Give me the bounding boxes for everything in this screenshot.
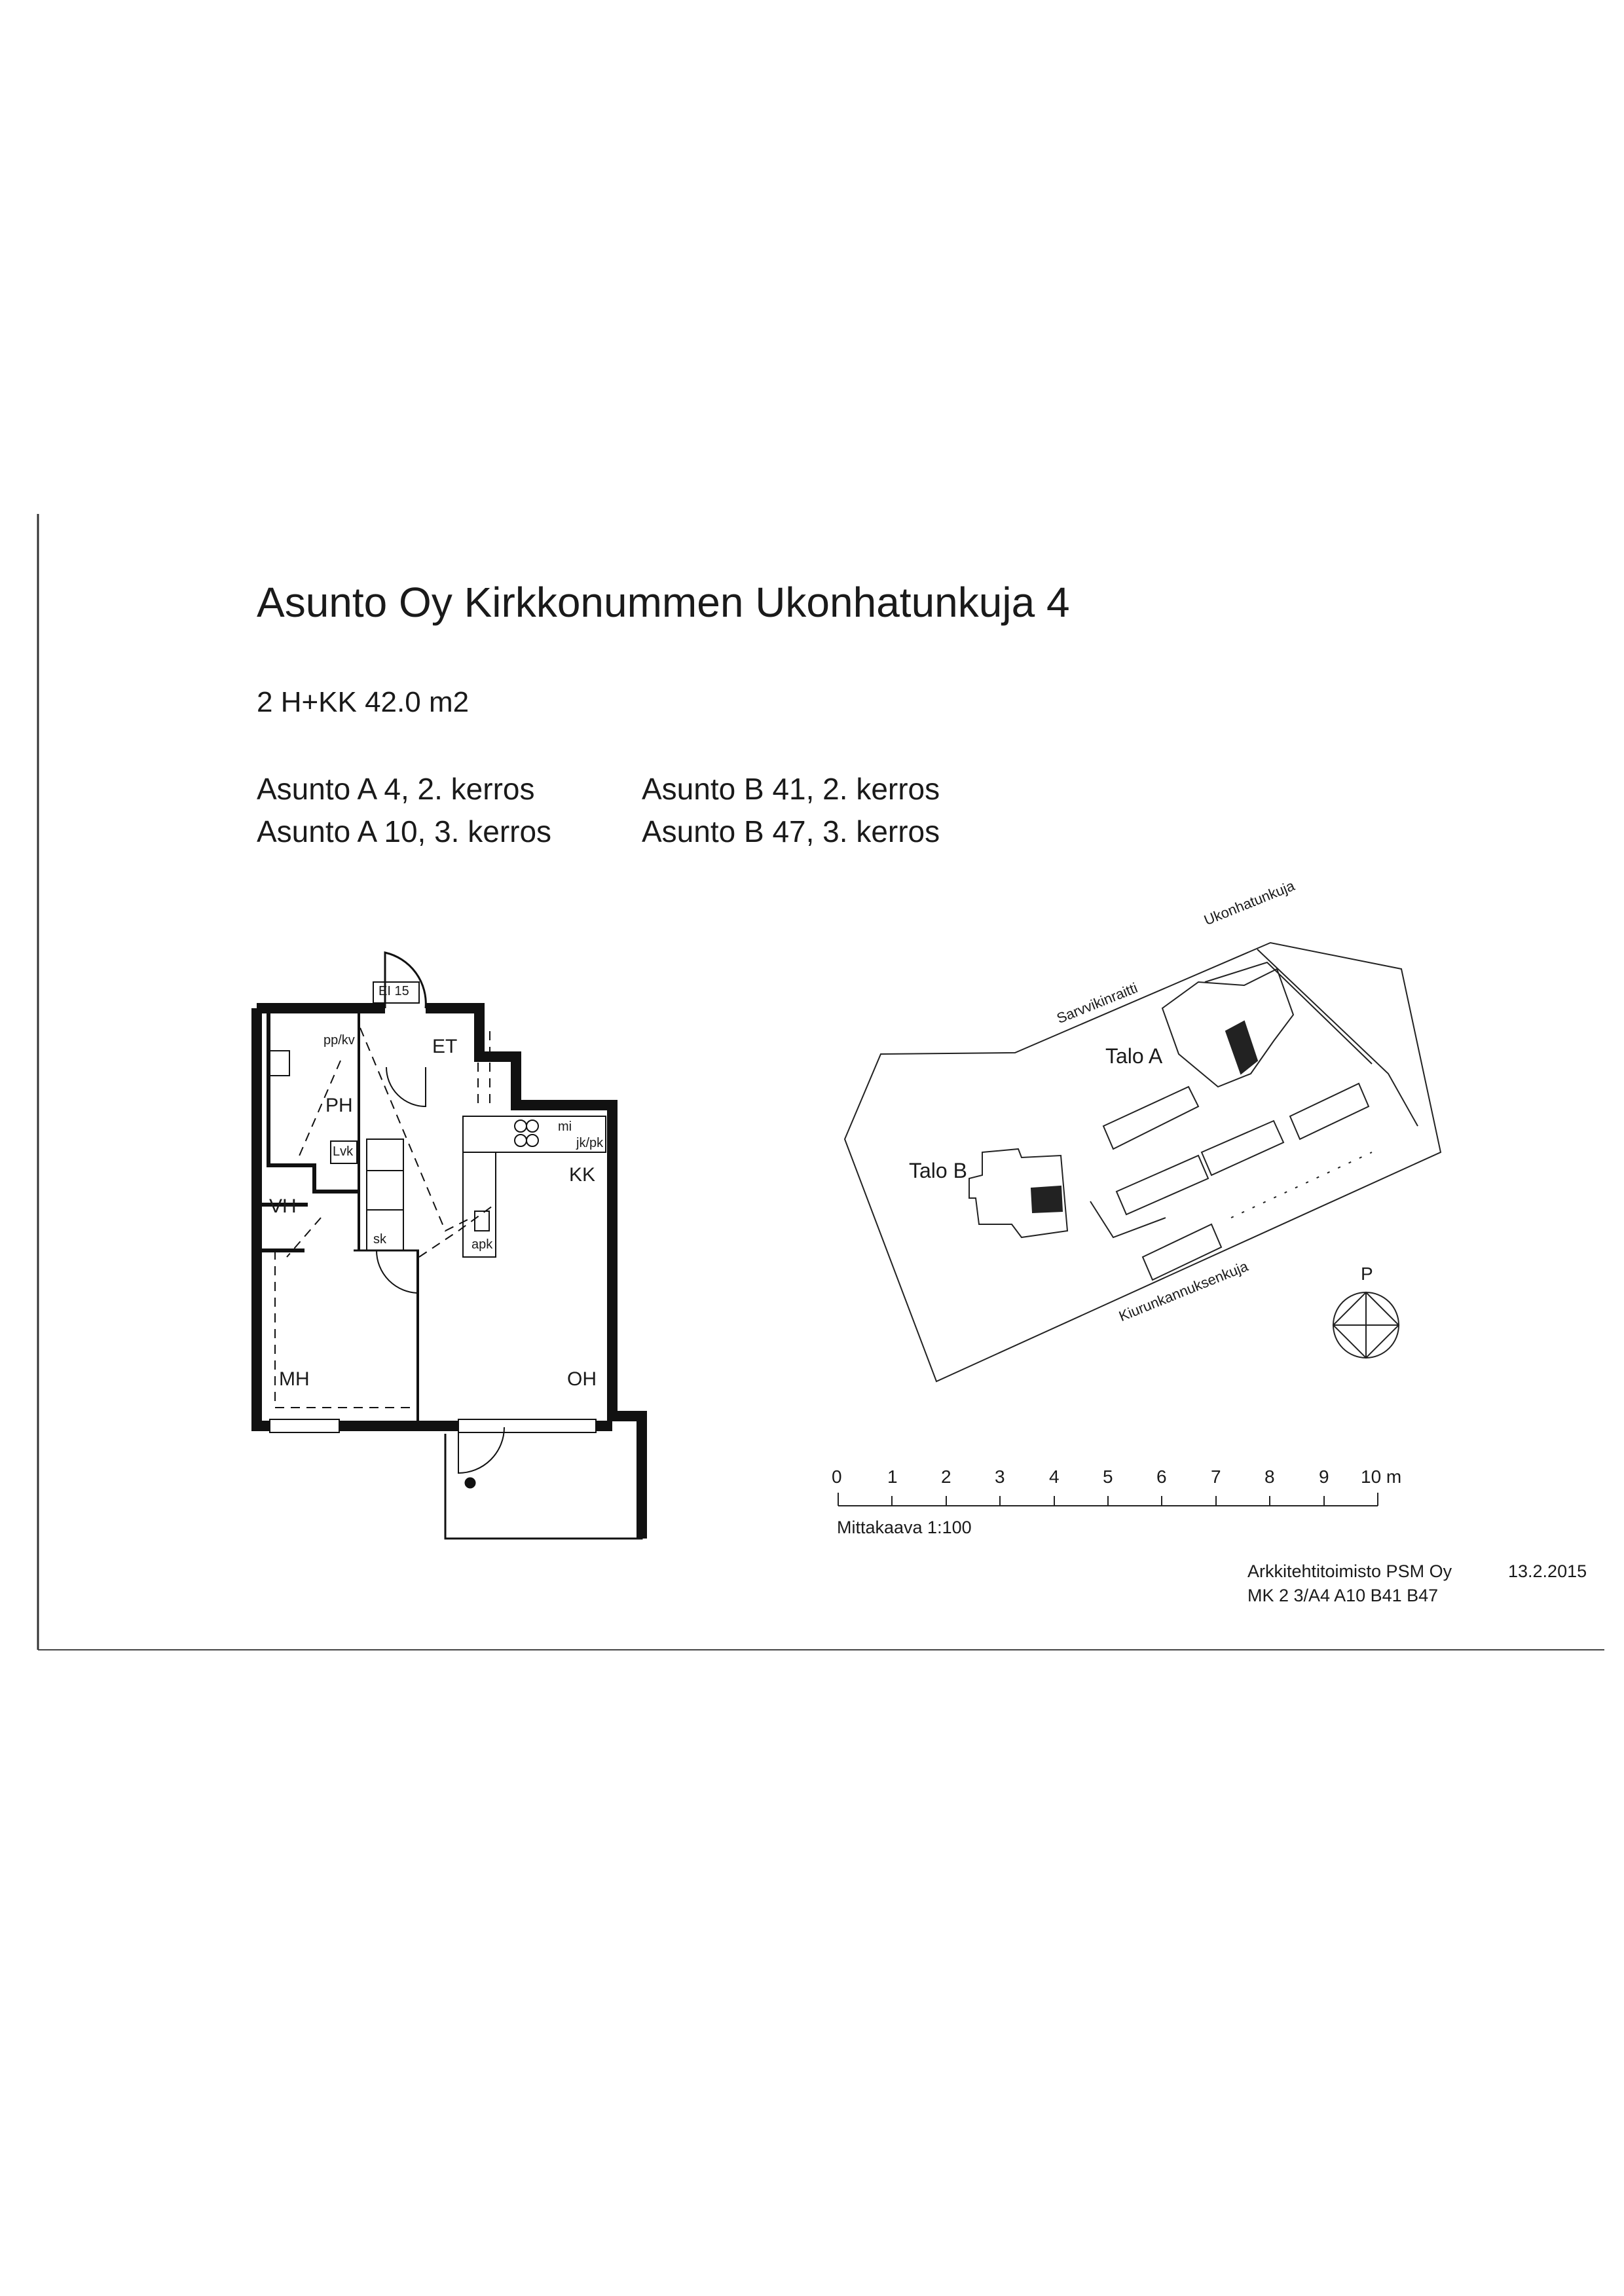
building-a-core <box>1226 1021 1257 1074</box>
fixture-label-lvk: Lvk <box>333 1144 354 1159</box>
outer-wall-north-east <box>257 1008 642 1539</box>
apartment-a10: Asunto A 10, 3. kerros <box>257 814 552 848</box>
balcony <box>445 1434 642 1539</box>
entry-door-swing <box>386 1067 426 1106</box>
room-label-entry: ET <box>432 1036 458 1057</box>
stove-burner <box>526 1120 538 1132</box>
outer-wall-west-south <box>257 1008 612 1426</box>
closet-shelf <box>367 1139 403 1171</box>
building-label-a: Talo A <box>1105 1044 1163 1068</box>
north-label: P <box>1361 1264 1373 1284</box>
stove-burner <box>515 1120 526 1132</box>
sink <box>475 1211 489 1231</box>
scale-label: 10 m <box>1361 1467 1402 1487</box>
room-label-storage: VH <box>269 1195 297 1217</box>
fixture-label-pp-kv: pp/kv <box>323 1033 355 1048</box>
architect-office: Arkkitehtitoimisto PSM Oy <box>1247 1561 1452 1581</box>
apartment-a4: Asunto A 4, 2. kerros <box>257 772 535 806</box>
room-label-bathroom: PH <box>325 1095 353 1116</box>
carport-3 <box>1290 1084 1369 1139</box>
scale-label: 6 <box>1156 1467 1167 1487</box>
scale-caption: Mittakaava 1:100 <box>837 1518 972 1537</box>
scale-label: 4 <box>1049 1467 1060 1487</box>
scale-label: 8 <box>1264 1467 1275 1487</box>
scale-bar <box>838 1493 1378 1506</box>
document-title: Asunto Oy Kirkkonummen Ukonhatunkuja 4 <box>257 579 1070 626</box>
building-a-outline <box>1162 969 1293 1087</box>
building-b-core <box>1031 1186 1062 1212</box>
street-label-ukonhatunkuja: Ukonhatunkuja <box>1202 877 1297 929</box>
scale-label: 2 <box>941 1467 951 1487</box>
apartment-type-and-area: 2 H+KK 42.0 m2 <box>257 686 470 718</box>
room-label-kitchen: KK <box>569 1164 596 1186</box>
balcony-door-swing <box>458 1427 504 1473</box>
scale-label: 0 <box>832 1467 842 1487</box>
carport-1 <box>1116 1156 1208 1214</box>
bedroom-door-swing <box>377 1250 419 1293</box>
window-living-room <box>458 1419 596 1432</box>
apartment-b47: Asunto B 47, 3. kerros <box>642 814 940 848</box>
balcony-drain <box>465 1478 475 1488</box>
fixture-label-apk: apk <box>471 1237 493 1252</box>
room-label-bedroom: MH <box>279 1368 310 1390</box>
closet-shelf <box>367 1171 403 1210</box>
street-label-sarvvikinraitti: Sarvvikinraitti <box>1054 979 1140 1027</box>
drawing-id: MK 2 3/A4 A10 B41 B47 <box>1247 1586 1439 1605</box>
window-bedroom <box>270 1419 339 1432</box>
scale-label: 1 <box>887 1467 898 1487</box>
scale-label: 7 <box>1211 1467 1221 1487</box>
carport-2 <box>1202 1121 1283 1175</box>
drawing-date: 13.2.2015 <box>1508 1561 1587 1581</box>
parking-stripes <box>1231 1152 1372 1218</box>
apartment-b41: Asunto B 41, 2. kerros <box>642 772 940 806</box>
building-label-b: Talo B <box>909 1159 967 1182</box>
yard-path <box>1090 1201 1166 1237</box>
street-label-kiurunkannuksenkuja: Kiurunkannuksenkuja <box>1116 1258 1251 1325</box>
door-label: EI 15 <box>378 984 409 998</box>
stove-burner <box>515 1135 526 1146</box>
room-label-living: OH <box>567 1368 597 1390</box>
stove-burner <box>526 1135 538 1146</box>
fixture-label-mi: mi <box>558 1120 572 1134</box>
fixture-label-sk: sk <box>373 1232 386 1247</box>
storage-shed <box>1103 1087 1198 1149</box>
washbasin <box>270 1051 289 1076</box>
circulation-lines <box>275 1028 471 1408</box>
scale-label: 9 <box>1319 1467 1329 1487</box>
scale-label: 3 <box>995 1467 1005 1487</box>
fixture-label-jk-pk: jk/pk <box>576 1136 604 1150</box>
scale-label: 5 <box>1103 1467 1113 1487</box>
